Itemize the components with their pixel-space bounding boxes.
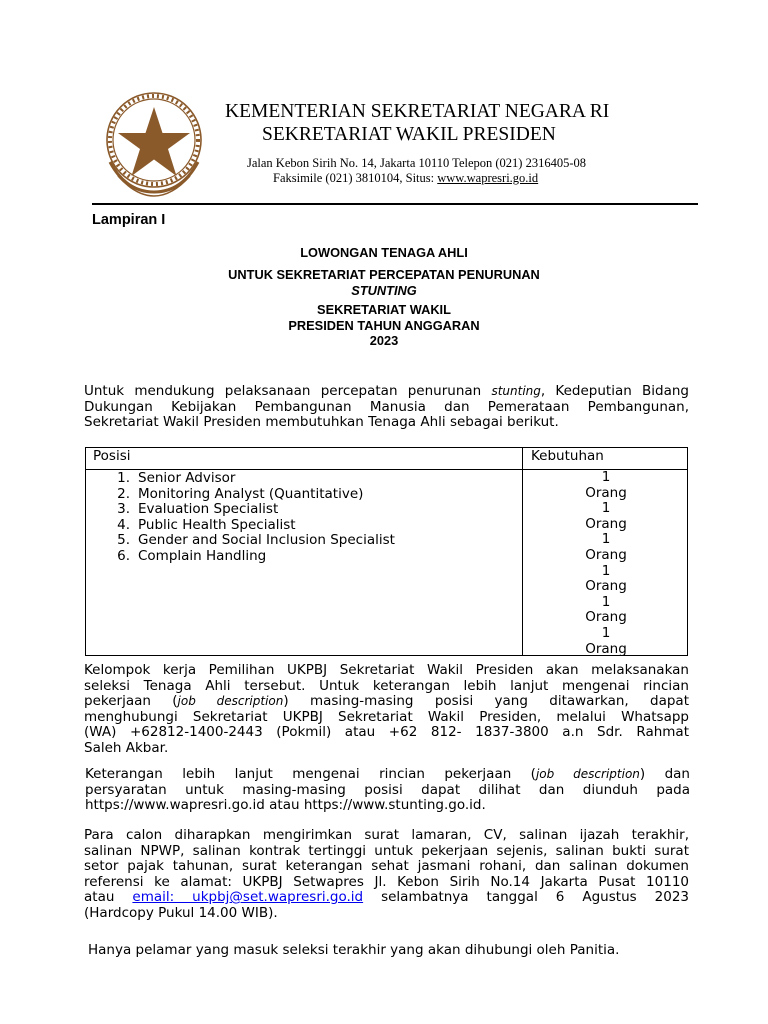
intro-line-1: Untuk mendukung pelaksanaan percepatan penurunan stunting, Kedeputian Bidang (84, 383, 689, 399)
position-title: Evaluation Specialist (138, 501, 279, 518)
details-line-1: Keterangan lebih lanjut mengenai rincian pekerjaan (job description) dan (85, 766, 690, 782)
position-list (86, 471, 395, 565)
fax-text: Faksimile (021) 3810104, Situs: (273, 171, 438, 185)
need-unit: Orang (585, 609, 627, 626)
position-item (86, 518, 395, 534)
need-unit: Orang (585, 578, 627, 595)
ministry-name: KEMENTERIAN SEKRETARIAT NEGARA RI (225, 101, 610, 122)
heading-line-5: PRESIDEN TAHUN ANGGARAN (288, 317, 480, 333)
position-item (86, 533, 395, 549)
column-header-position: Posisi (93, 448, 131, 464)
need-count: 1 (601, 531, 611, 548)
need-unit: Orang (585, 515, 627, 532)
details-line-3: https://www.wapresri.go.id atau https://www.stunting.go.id. (85, 797, 486, 813)
application-line-3: setor pajak tahunan, surat keterangan sehat jasmani rohani, dan salinan dokumen (84, 858, 689, 874)
heading-unit (84, 267, 684, 298)
need-count: 1 (601, 562, 611, 579)
position-title: Gender and Social Inclusion Specialist (138, 532, 395, 549)
need-column (523, 470, 689, 657)
details-paragraph (85, 767, 690, 814)
selection-line-5: (WA) +62812-1400-2443 (Pokmil) atau +62 812- 1837-3800 a.n Sdr. Rahmat (84, 724, 689, 740)
selection-paragraph (84, 663, 689, 756)
position-item (86, 502, 395, 518)
position-title: Monitoring Analyst (Quantitative) (138, 485, 364, 502)
application-line-2: salinan NPWP, salinan kontrak tertinggi untuk pekerjaan sejenis, salinan bukti surat (84, 842, 689, 859)
position-number: 4. (117, 516, 130, 533)
position-item (86, 487, 395, 503)
selection-line-1: Kelompok kerja Pemilihan UKPBJ Sekretariat Wakil Presiden akan melaksanakan (84, 662, 689, 678)
application-line-5: atau email: ukpbj@set.wapresri.go.id selambatnya tanggal 6 Agustus 2023 (84, 889, 689, 905)
need-count: 1 (601, 500, 611, 517)
position-number: 2. (117, 485, 130, 502)
application-line-4: referensi ke alamat: UKPBJ Setwapres Jl. Kebon Sirih No.14 Jakarta Pusat 10110 (84, 873, 689, 890)
position-table (85, 447, 688, 656)
intro-line-3: Sekretariat Wakil Presiden membutuhkan Tenaga Ahli sebagai berikut. (84, 414, 559, 430)
contact-line (273, 172, 538, 185)
selection-line-3: pekerjaan (job description) masing-masing posisi yang ditawarkan, dapat (84, 693, 689, 709)
details-line-2: persyaratan untuk masing-masing posisi dapat dilihat dan diunduh pada (85, 781, 690, 798)
position-number: 6. (117, 547, 130, 564)
application-line-1: Para calon diharapkan mengirimkan surat lamaran, CV, salinan ijazah terakhir, (84, 827, 689, 843)
need-unit: Orang (585, 546, 627, 563)
column-header-need: Kebutuhan (531, 448, 604, 464)
email-link[interactable]: email: ukpbj@set.wapresri.go.id (132, 889, 364, 905)
heading-office-year (84, 302, 684, 349)
application-paragraph (84, 828, 689, 921)
need-count: 1 (601, 469, 611, 485)
position-item (86, 549, 395, 565)
attachment-label: Lampiran I (92, 212, 166, 228)
application-line-6: (Hardcopy Pukul 14.00 WIB). (84, 904, 278, 921)
position-number: 1. (117, 470, 130, 486)
need-unit: Orang (585, 640, 627, 657)
need-unit: Orang (585, 484, 627, 501)
heading-vacancy: LOWONGAN TENAGA AHLI (300, 245, 468, 260)
position-number: 5. (117, 532, 130, 549)
intro-paragraph (84, 384, 689, 431)
heading-line-stunting: STUNTING (351, 282, 417, 298)
letterhead-divider (92, 203, 698, 205)
position-item (86, 471, 395, 487)
position-number: 3. (117, 501, 130, 518)
website-link[interactable]: www.wapresri.go.id (437, 171, 539, 185)
office-name: SEKRETARIAT WAKIL PRESIDEN (262, 124, 556, 145)
position-title: Public Health Specialist (138, 516, 296, 533)
selection-line-2: seleksi Tenaga Ahli tersebut. Untuk keterangan lebih lanjut mengenai rincian (84, 677, 689, 694)
need-count: 1 (601, 624, 611, 641)
position-title: Senior Advisor (138, 470, 236, 486)
heading-line-4: SEKRETARIAT WAKIL (317, 302, 451, 317)
selection-line-4: menghubungi Sekretariat UKPBJ Sekretariat Wakil Presiden, melalui Whatsapp (84, 708, 689, 725)
heading-line-2: UNTUK SEKRETARIAT PERCEPATAN PENURUNAN (228, 267, 540, 282)
garuda-emblem-logo (96, 92, 216, 200)
selection-line-6: Saleh Akbar. (84, 739, 169, 756)
closing-note: Hanya pelamar yang masuk seleksi terakhir yang akan dihubungi oleh Panitia. (88, 942, 620, 958)
position-title: Complain Handling (138, 547, 267, 564)
address-line: Jalan Kebon Sirih No. 14, Jakarta 10110 Telepon (021) 2316405-08 (247, 156, 586, 170)
heading-line-6: 2023 (369, 333, 399, 348)
need-count: 1 (601, 593, 611, 610)
intro-line-2: Dukungan Kebijakan Pembangunan Manusia dan Pemerataan Pembangunan, (84, 398, 689, 415)
